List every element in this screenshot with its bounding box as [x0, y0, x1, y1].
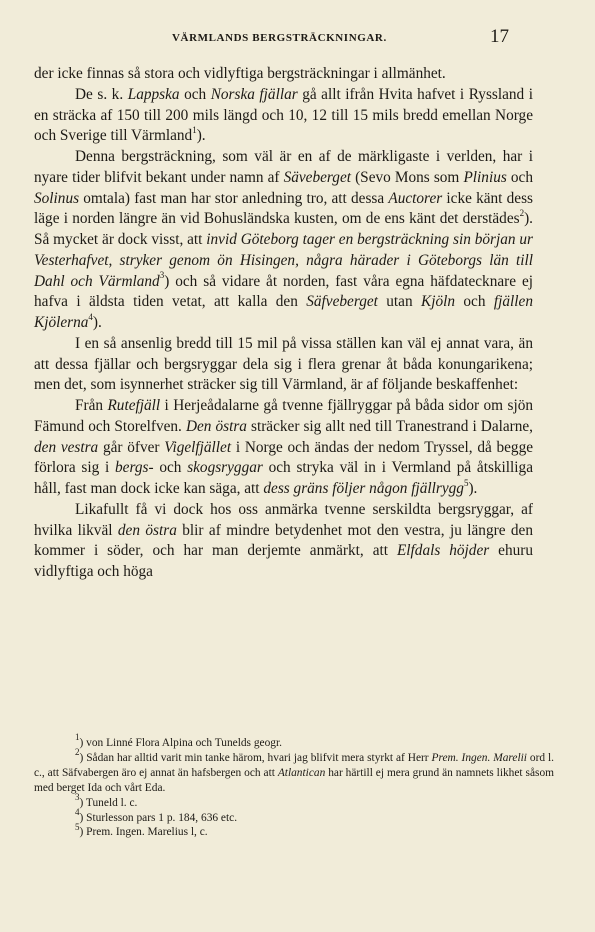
text-run: ).: [468, 480, 478, 497]
footnote-marker: 5: [75, 821, 80, 832]
text-run: i Herjeådalarne gå tvenne fjällryggar på båda sidor om sjön Fämund och Storelfven.: [34, 397, 533, 435]
footnote-marker: 3: [75, 791, 80, 802]
italic-phrase: Prem. Ingen. Marelii: [431, 751, 527, 764]
footnote-marker: 1: [75, 732, 80, 743]
italic-phrase: Vigelfjället: [164, 438, 232, 456]
footnote-text: ) Sådan har alltid varit min tanke härom, hvari jag blifvit mera styrkt af Herr: [79, 751, 432, 764]
text-run: går öfver: [98, 438, 165, 456]
footnote-text: ) Prem. Ingen. Marelius l, c.: [79, 826, 208, 839]
text-run: och: [179, 85, 211, 103]
text-run: Från: [75, 397, 108, 414]
text-run: blir af mindre betydenhet mot den vestra, ju längre den kommer i söder, och har man derjemte anmärkt, att: [34, 521, 533, 560]
paragraph: [34, 334, 533, 396]
text-run: (Sevo Mons som: [350, 168, 464, 186]
text-run: I en så ansenlig bredd till 15 mil på vissa ställen kan väl ej annat vara, än att dessa fjällar och bergsryggar dela sig i flera grenar åt båda konungarikena; men det, som isynnerhet sträcker sig till Värmland, är af följande beskaffenhet:: [34, 334, 533, 394]
text-run: Likafullt få vi dock hos oss anmärka tvenne serskildta bergsryggar, af hvilka likväl: [34, 500, 533, 539]
footnote-marker: 2: [519, 208, 525, 219]
italic-phrase: skogsryggar: [187, 459, 263, 477]
footnote-marker: 4: [75, 806, 80, 817]
text-run: i Norge och ändas der nedom Tryssel, då begge förlora sig i: [34, 438, 534, 477]
paragraph: [34, 500, 533, 583]
text-run: der icke finnas så stora och vidlyftiga bergsträckningar i allmänhet.: [34, 65, 446, 82]
paragraph: [34, 396, 533, 500]
text-run: ). Så mycket är dock visst, att: [34, 210, 533, 248]
italic-phrase: Plinius: [463, 168, 507, 186]
italic-phrase: Kjöln: [421, 293, 456, 311]
footnote-text: ord l. c., att Säfvabergen äro ej annat än hafsbergen och att: [34, 751, 554, 779]
italic-phrase: Rutefjäll: [107, 397, 161, 414]
footnote: [34, 821, 554, 840]
italic-phrase: den östra: [117, 521, 177, 539]
footnotes: [34, 732, 554, 840]
italic-phrase: invid Göteborg tager en bergsträckning sin början ur Vesterhafvet, stryker genom ön Hisingen, några härader i Göteborgs län till Dahl och Värmland: [34, 231, 533, 290]
italic-phrase: Elfdals höjder: [396, 542, 490, 560]
text-run: ).: [92, 314, 102, 331]
text-run: och stryka väl in i Vermland på åtskilliga håll, fast man dock icke kan säga, att: [34, 459, 533, 497]
text-run: Denna bergsträckning, som väl är en af de märkligaste i verlden, har i nyare tider blifvit bekant under namn af: [34, 148, 533, 186]
footnote: [34, 806, 554, 826]
footnote-text: ) von Linné Flora Alpina och Tunelds geogr.: [79, 737, 282, 749]
text-run: gå allt ifrån Hvita hafvet i Ryssland i en sträcka af 150 till 200 mils längd och 10, 12 till 15 mils bredd emellan Norge och Sverige till Värmland: [34, 85, 533, 145]
italic-phrase: Auctorer: [388, 189, 443, 207]
footnote: [34, 791, 554, 811]
footnote-marker: 5: [463, 477, 469, 488]
running-title: VÄRMLANDS BERGSTRÄCKNINGAR.: [172, 32, 387, 44]
italic-phrase: Atlantican: [277, 766, 326, 779]
footnote-marker: 1: [192, 125, 197, 136]
text-run: De s. k.: [75, 85, 128, 103]
footnote-text: har härtill ej mera grund än namnets likhet såsom med berget Ida och vårt Eda.: [34, 766, 554, 794]
paragraph: [34, 64, 533, 85]
running-head: [0, 26, 595, 50]
italic-phrase: Den östra: [185, 417, 247, 435]
text-run: omtala) fast man har stor anledning tro, att dessa: [79, 189, 389, 207]
text-run: ).: [196, 127, 206, 145]
text-run: och: [153, 459, 188, 477]
paragraph: [34, 147, 533, 334]
italic-phrase: dess gräns följer någon fjällrygg: [263, 480, 464, 497]
italic-phrase: den vestra: [34, 438, 99, 456]
page-number: 17: [490, 26, 509, 47]
paragraph: [34, 85, 533, 147]
footnote-marker: 3: [159, 270, 165, 281]
italic-phrase: Solinus: [34, 189, 80, 207]
italic-phrase: Norska fjällar: [210, 85, 298, 103]
italic-phrase: fjällen Kjölerna: [34, 293, 533, 331]
footnote-marker: 4: [88, 311, 93, 322]
text-run: ) och så vidare åt norden, fast våra egna häfdatecknare ej hafva i äldsta tiden vetat, att kalla den: [34, 272, 533, 311]
text-run: icke känt dess läge i norden längre än vid Bohusländska kusten, om de ens känt det derstädes: [34, 189, 533, 228]
body-text: [34, 64, 533, 583]
italic-phrase: Lappska: [127, 85, 180, 103]
text-run: och: [506, 168, 533, 186]
italic-phrase: Säveberget: [283, 168, 351, 186]
footnote-text: ) Tuneld l. c.: [79, 796, 138, 809]
footnote-marker: 2: [75, 747, 80, 758]
text-run: ehuru vidlyftiga och höga: [34, 542, 533, 580]
italic-phrase: bergs-: [115, 459, 154, 477]
footnote: [34, 747, 554, 796]
text-run: och: [455, 293, 494, 311]
text-run: sträcker sig allt ned till Tranestrand i Dalarne,: [246, 417, 534, 435]
text-run: utan: [377, 293, 422, 311]
footnote: [34, 732, 554, 751]
italic-phrase: Säfveberget: [306, 293, 378, 311]
footnote-text: ) Sturlesson pars 1 p. 184, 636 etc.: [79, 811, 238, 824]
